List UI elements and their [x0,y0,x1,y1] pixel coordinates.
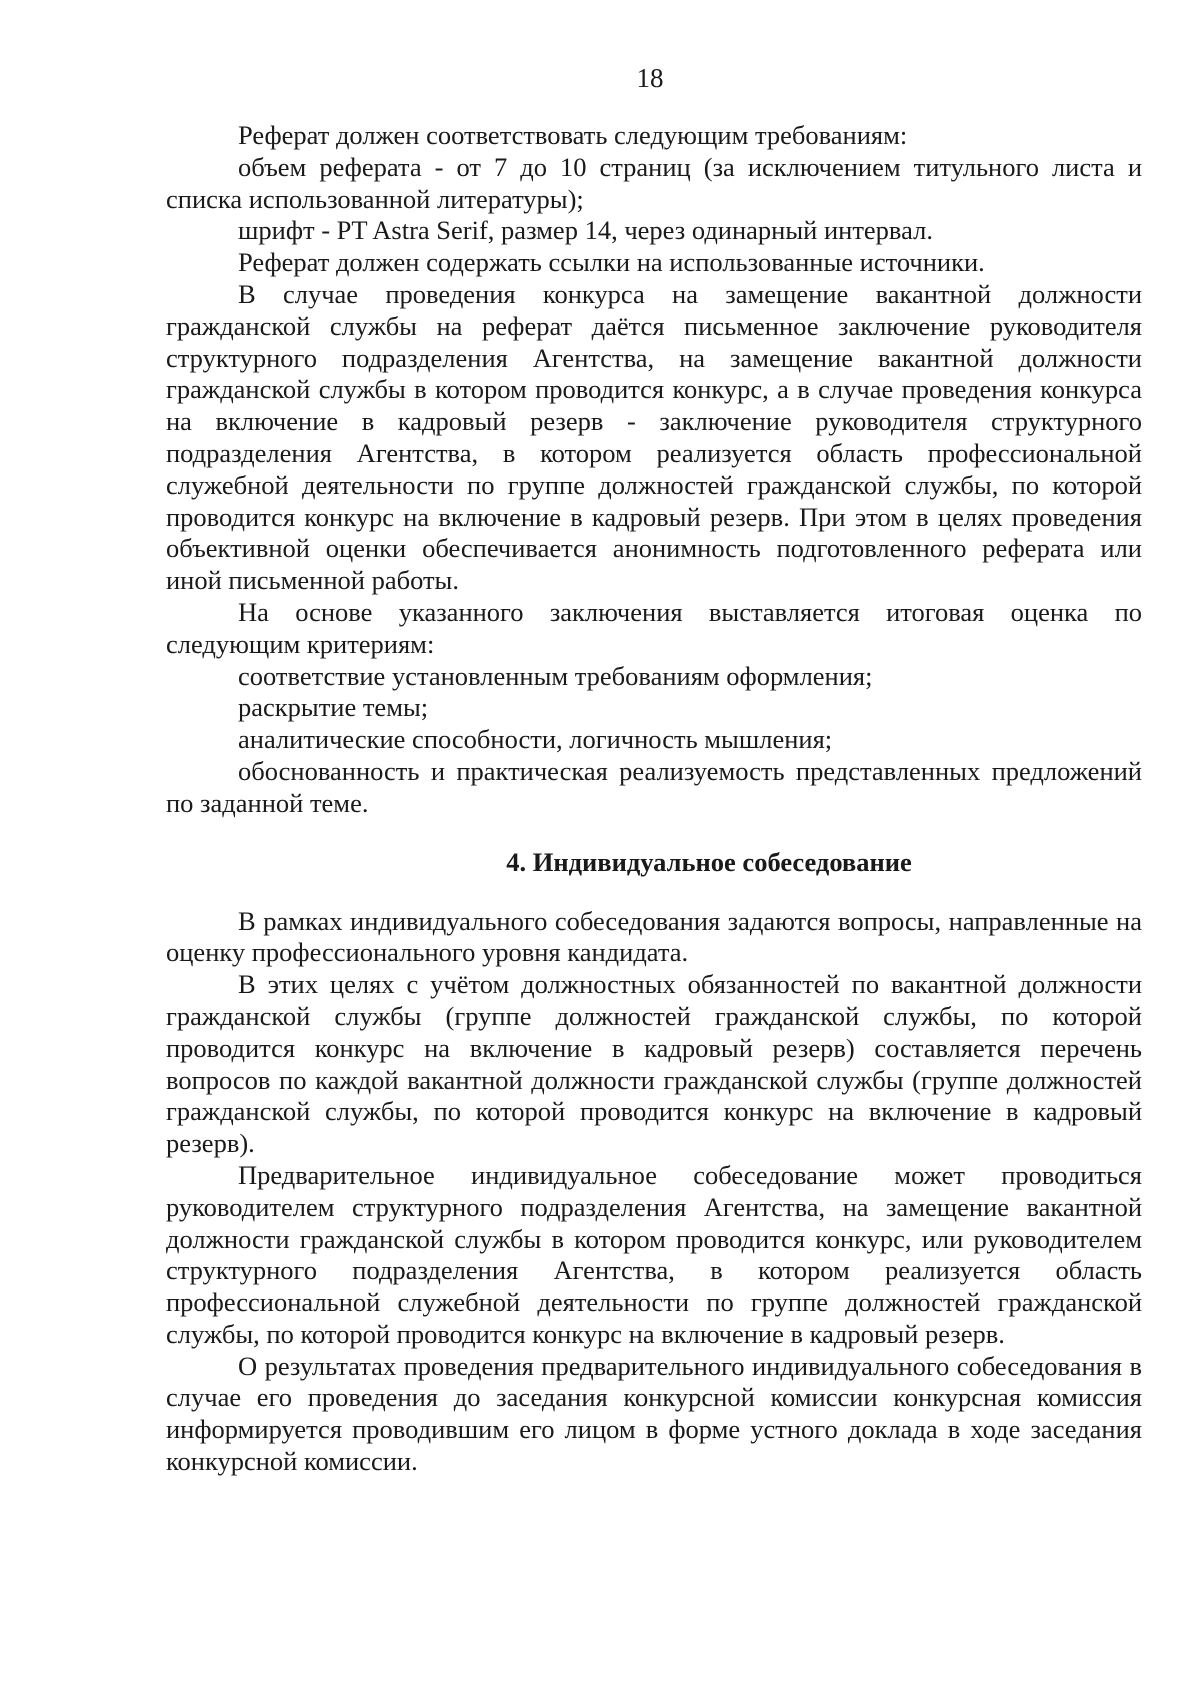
paragraph: шрифт - PT Astra Serif, размер 14, через одинарный интервал. [238,215,933,246]
paragraph: На основе указанного заключения выставляется итоговая оценка по следующим критериям: [166,596,1142,659]
section-heading: 4. Индивидуальное собеседование [506,846,912,877]
page-number: 18 [636,63,664,93]
paragraph: В рамках индивидуального собеседования задаются вопросы, направленные на оценку профессионального уровня кандидата. [166,905,1142,968]
paragraph: В этих целях с учётом должностных обязанностей по вакантной должности гражданской службы (группе должностей гражданской службы, по которой проводится конкурс на включение в кадровый резерв) составляется перечень вопросов по каждой вакантной должности гражданской службы (группе должностей гражданской службы, по которой проводится конкурс на включение в кадровый резерв). [166,969,1142,1159]
paragraph: В случае проведения конкурса на замещение вакантной должности гражданской службы на реферат даётся письменное заключение руководителя структурного подразделения Агентства, на замещение вакантной должности гражданской службы в котором проводится конкурс, а в случае проведения конкурса на включение в кадровый резерв - заключение руководителя структурного подразделения Агентства, в котором реализуется область профессиональной служебной деятельности по группе должностей гражданской службы, по которой проводится конкурс на включение в кадровый резерв. При этом в целях проведения объективной оценки обеспечивается анонимность подготовленного реферата или иной письменной работы. [166,278,1142,596]
paragraph: О результатах проведения предварительного индивидуального собеседования в случае его проведения до заседания конкурсной комиссии конкурсная комиссия информируется проводившим его лицом в форме устного доклада в ходе заседания конкурсной комиссии. [166,1350,1142,1477]
list-item: аналитические способности, логичность мышления; [238,724,833,755]
document-body [166,120,1142,1478]
paragraph: Реферат должен содержать ссылки на использованные источники. [238,247,985,278]
list-item: соответствие установленным требованиям оформления; [238,660,873,691]
paragraph: Реферат должен соответствовать следующим требованиям: [238,120,908,150]
paragraph: объем реферата - от 7 до 10 страниц (за исключением титульного листа и списка использованной литературы); [166,151,1142,214]
list-item: обоснованность и практическая реализуемость представленных предложений по заданной теме. [166,755,1142,818]
list-item: раскрытие темы; [238,692,429,723]
paragraph: Предварительное индивидуальное собеседование может проводиться руководителем структурного подразделения Агентства, на замещение вакантной должности гражданской службы в котором проводится конкурс, или руководителем структурного подразделения Агентства, в котором реализуется область профессиональной служебной деятельности по группе должностей гражданской службы, по которой проводится конкурс на включение в кадровый резерв. [166,1159,1142,1349]
